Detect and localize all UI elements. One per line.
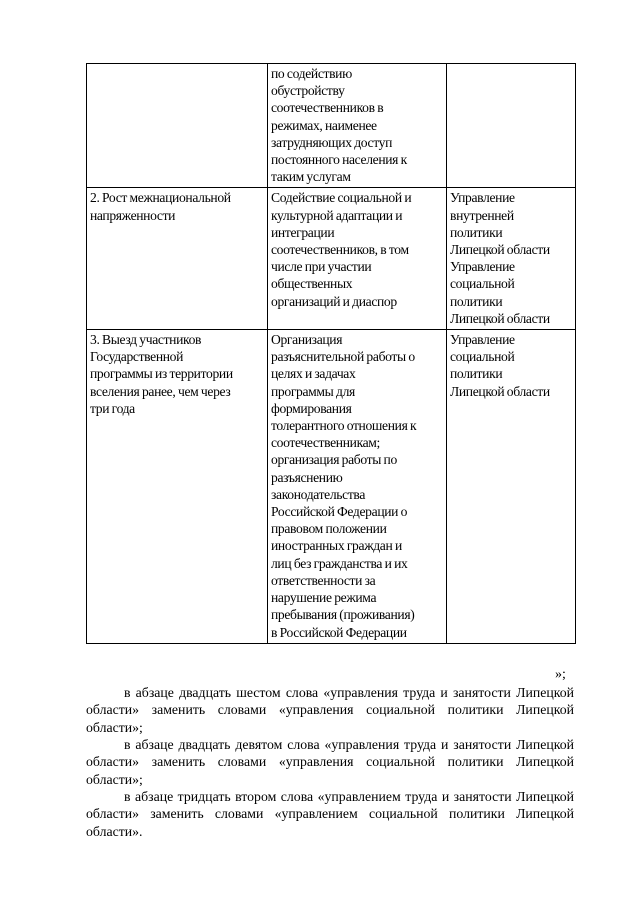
table-row	[87, 64, 576, 188]
table-cell-risk	[87, 64, 268, 188]
closing-quote: »;	[555, 667, 566, 682]
table-cell-risk: 2. Рост межнациональной напряженности	[87, 188, 268, 330]
amendment-paragraph: в абзаце двадцать шестом слова «управления труда и занятости Липецкой области» заменить словами «управления социальной политики Липецкой области»;	[86, 685, 574, 735]
table-row	[87, 188, 576, 330]
table-cell-measure: Организация разъяснительной работы о целях и задачах программы для формирования толерантного отношения к соотечественникам; организация работы по разъяснению законодательства Российской Федерации о правовом положении иностранных граждан и лиц без гражданства и их ответственности за нарушение режима пребывания (проживания) в Российской Федерации	[268, 330, 447, 644]
table-cell-responsible: Управление социальной политики Липецкой области	[447, 330, 576, 644]
measures-table	[86, 63, 576, 644]
table-cell-responsible: Управление внутренней политики Липецкой области Управление социальной политики Липецкой области	[447, 188, 576, 330]
table-row	[87, 330, 576, 644]
table-cell-risk: 3. Выезд участников Государственной программы из территории вселения ранее, чем через три года	[87, 330, 268, 644]
table-cell-responsible	[447, 64, 576, 188]
amendment-paragraph: в абзаце тридцать втором слова «управлением труда и занятости Липецкой области» заменить словами «управлением социальной политики Липецкой области».	[86, 789, 574, 839]
table-cell-measure: по содействию обустройству соотечественников в режимах, наименее затрудняющих доступ постоянного населения к таким услугам	[268, 64, 447, 188]
table-cell-measure: Содействие социальной и культурной адаптации и интеграции соотечественников, в том числе при участии общественных организаций и диаспор	[268, 188, 447, 330]
amendment-paragraph: в абзаце двадцать девятом слова «управления труда и занятости Липецкой области» заменить словами «управления социальной политики Липецкой области»;	[86, 737, 574, 787]
